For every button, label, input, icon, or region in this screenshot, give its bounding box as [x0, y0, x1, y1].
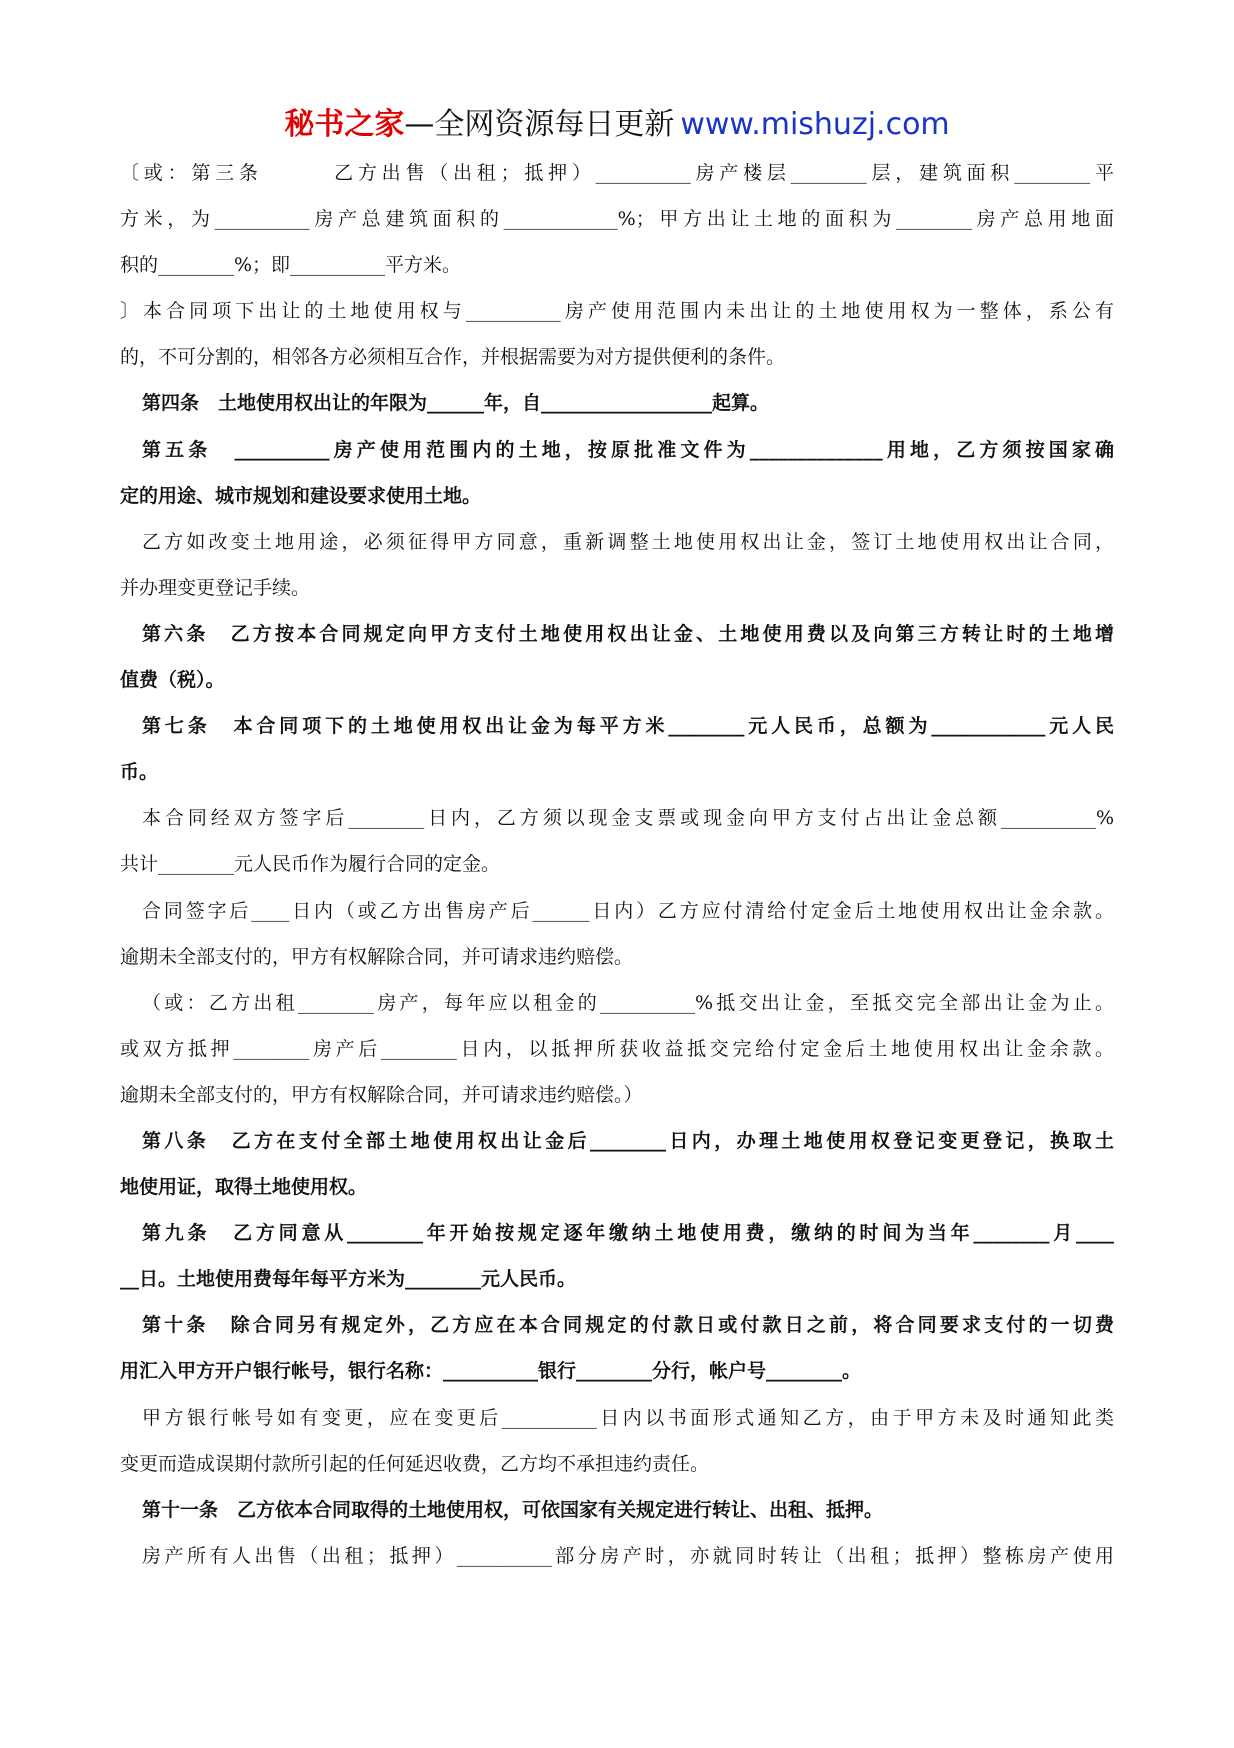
site-tagline: —全网资源每日更新 — [404, 107, 675, 142]
paragraph-line: 甲方银行帐号如有变更，应在变更后__________日内以书面形式通知乙方，由于甲方未及时通知此类 — [142, 1406, 1114, 1429]
paragraph-line: 本合同经双方签字后________日内，乙方须以现金支票或现金向甲方支付占出让金总额__________% — [142, 807, 1114, 830]
paragraph-line: （或：乙方出租________房产，每年应以租金的__________%抵交出让金，至抵交完全部出让金为止。 — [142, 991, 1114, 1014]
article-7-heading: 第七条 本合同项下的土地使用权出让金为每平方米________元人民币，总额为____________元人民 — [142, 715, 1114, 738]
site-url[interactable]: www.mishuzj.com — [680, 107, 950, 142]
site-header — [0, 104, 1234, 146]
paragraph-line: 乙方如改变土地用途，必须征得甲方同意，重新调整土地使用权出让金，签订土地使用权出让合同， — [142, 530, 1114, 553]
article-11-heading: 第十一条 乙方依本合同取得的土地使用权，可依国家有关规定进行转让、出租、抵押。 — [142, 1498, 884, 1521]
article-8-continued: 地使用证，取得土地使用权。 — [120, 1176, 368, 1199]
paragraph-line: 〕本合同项下出让的土地使用权与__________房产使用范围内未出让的土地使用权为一整体，系公有 — [120, 300, 1114, 323]
article-5-heading: 第五条 __________房产使用范围内的土地，按原批准文件为______________用地，乙方须按国家确 — [142, 438, 1114, 461]
paragraph-line: 房产所有人出售（出租；抵押）__________部分房产时，亦就同时转让（出租；抵押）整栋房产使用 — [142, 1544, 1114, 1567]
article-6-heading: 第六条 乙方按本合同规定向甲方支付土地使用权出让金、土地使用费以及向第三方转让时的土地增 — [142, 622, 1114, 645]
site-brand: 秘书之家 — [284, 107, 405, 142]
article-7-continued: 币。 — [120, 761, 159, 784]
paragraph-line: 方米，为__________房产总建筑面积的____________%；甲方出让土地的面积为________房产总用地面 — [120, 208, 1114, 231]
paragraph-line: 共计________元人民币作为履行合同的定金。 — [120, 853, 501, 876]
article-10-heading: 第十条 除合同另有规定外，乙方应在本合同规定的付款日或付款日之前，将合同要求支付的一切费 — [142, 1314, 1114, 1337]
contract-body — [120, 150, 1114, 1579]
article-10-continued: 用汇入甲方开户银行帐号，银行名称：__________银行________分行，帐户号________。 — [120, 1360, 862, 1383]
paragraph-line: 逾期未全部支付的，甲方有权解除合同，并可请求违约赔偿。 — [120, 945, 634, 968]
article-8-heading: 第八条 乙方在支付全部土地使用权出让金后________日内，办理土地使用权登记变更登记，换取土 — [142, 1129, 1114, 1152]
paragraph-line: 或双方抵押________房产后________日内，以抵押所获收益抵交完给付定金后土地使用权出让金余款。 — [120, 1037, 1114, 1060]
paragraph-line: 合同签字后____日内（或乙方出售房产后______日内）乙方应付清给付定金后土地使用权出让金余款。 — [142, 899, 1114, 922]
paragraph-line: 逾期未全部支付的，甲方有权解除合同，并可请求违约赔偿。） — [120, 1083, 643, 1106]
paragraph-line: 〔或：第三条 乙方出售（出租；抵押）__________房产楼层________层，建筑面积________平 — [120, 162, 1114, 184]
paragraph-line: 并办理变更登记手续。 — [120, 576, 311, 599]
paragraph-line: 积的________%；即__________平方米。 — [120, 254, 462, 277]
paragraph-line: 变更而造成误期付款所引起的任何延迟收费，乙方均不承担违约责任。 — [120, 1452, 710, 1475]
article-9-continued: __日。土地使用费每年每平方米为________元人民币。 — [120, 1268, 577, 1291]
article-5-continued: 定的用途、城市规划和建设要求使用土地。 — [120, 484, 482, 507]
article-4-heading: 第四条 土地使用权出让的年限为______年，自__________________起算。 — [142, 392, 770, 415]
article-9-heading: 第九条 乙方同意从________年开始按规定逐年缴纳土地使用费，缴纳的时间为当年________月____ — [142, 1222, 1114, 1245]
article-6-continued: 值费（税）。 — [120, 669, 225, 692]
paragraph-line: 的，不可分割的，相邻各方必须相互合作，并根据需要为对方提供便利的条件。 — [120, 346, 786, 369]
